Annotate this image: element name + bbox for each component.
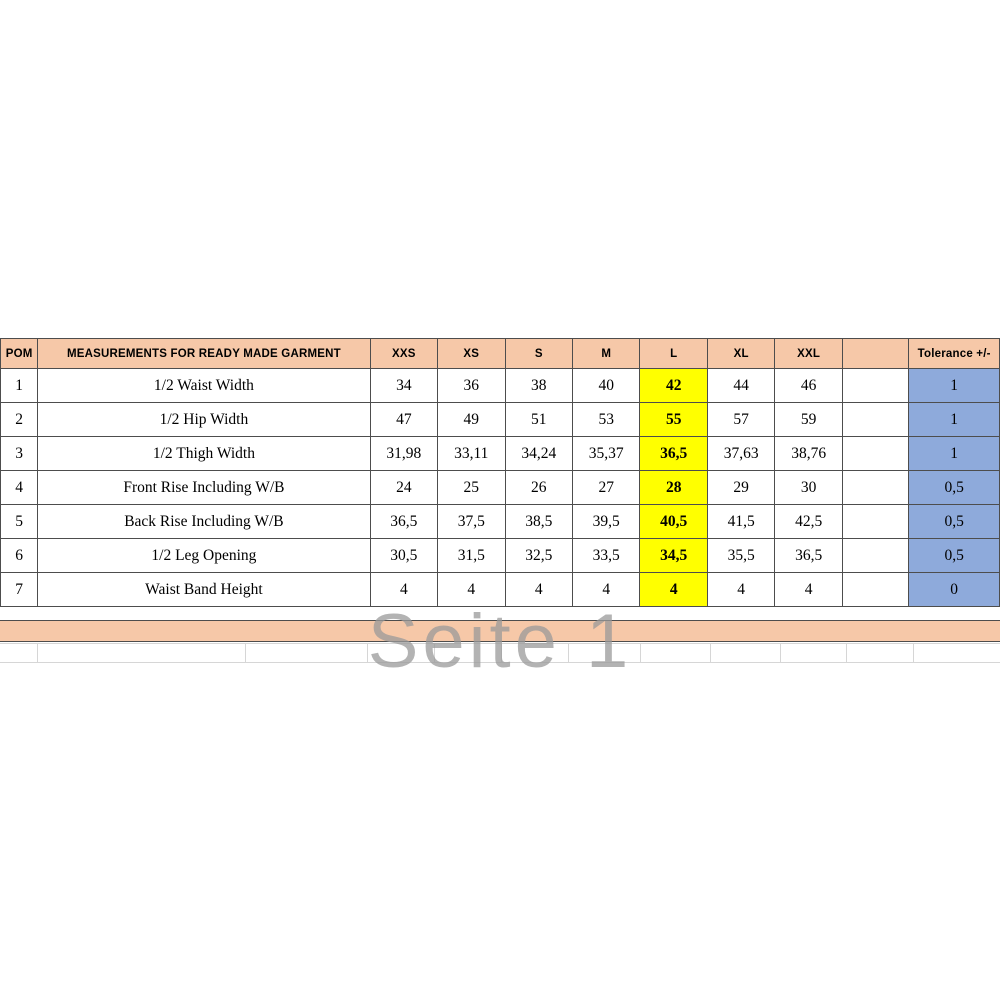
row-description: 1/2 Waist Width: [38, 369, 370, 403]
cell-xxl: 4: [775, 573, 842, 607]
row-description: 1/2 Thigh Width: [38, 437, 370, 471]
cell-xl: 57: [707, 403, 774, 437]
page-watermark: Seite 1: [367, 599, 633, 684]
cell-s: 34,24: [505, 437, 572, 471]
cell-xxl: 30: [775, 471, 842, 505]
cell-xxs: 36,5: [370, 505, 437, 539]
header-pom: POM: [1, 339, 38, 369]
header-size-xl: XL: [707, 339, 774, 369]
measurement-table: [0, 338, 1000, 607]
cell-s: 38: [505, 369, 572, 403]
header-size-m: M: [572, 339, 639, 369]
cell-xs: 4: [438, 573, 505, 607]
cell-xxl: 59: [775, 403, 842, 437]
cell-xs: 31,5: [438, 539, 505, 573]
header-size-l: L: [640, 339, 707, 369]
cell-blank: [842, 471, 908, 505]
row-pom: 3: [1, 437, 38, 471]
cell-xs: 37,5: [438, 505, 505, 539]
cell-tolerance: 0: [909, 573, 1000, 607]
cell-m: 4: [572, 573, 639, 607]
measurement-spec-sheet: [0, 338, 1000, 607]
cell-xxl: 36,5: [775, 539, 842, 573]
cell-blank: [842, 437, 908, 471]
row-pom: 4: [1, 471, 38, 505]
header-size-xs: XS: [438, 339, 505, 369]
row-description: 1/2 Hip Width: [38, 403, 370, 437]
cell-xxl: 42,5: [775, 505, 842, 539]
cell-xxs: 4: [370, 573, 437, 607]
row-description: Front Rise Including W/B: [38, 471, 370, 505]
cell-xl: 35,5: [707, 539, 774, 573]
cell-xs: 36: [438, 369, 505, 403]
header-size-xxs: XXS: [370, 339, 437, 369]
cell-xxl: 38,76: [775, 437, 842, 471]
cell-tolerance: 1: [909, 437, 1000, 471]
header-blank: [842, 339, 908, 369]
cell-m: 35,37: [572, 437, 639, 471]
cell-m: 39,5: [572, 505, 639, 539]
table-row: [1, 437, 1000, 471]
cell-blank: [842, 403, 908, 437]
cell-xl: 41,5: [707, 505, 774, 539]
cell-l: 55: [640, 403, 707, 437]
header-description: MEASUREMENTS FOR READY MADE GARMENT: [38, 339, 370, 369]
bottom-divider-band: [0, 620, 1000, 642]
table-row: [1, 539, 1000, 573]
cell-tolerance: 0,5: [909, 505, 1000, 539]
header-size-s: S: [505, 339, 572, 369]
cell-xs: 33,11: [438, 437, 505, 471]
cell-blank: [842, 369, 908, 403]
cell-l: 4: [640, 573, 707, 607]
cell-xl: 29: [707, 471, 774, 505]
table-row: [1, 505, 1000, 539]
cell-tolerance: 0,5: [909, 539, 1000, 573]
cell-blank: [842, 539, 908, 573]
cell-l: 40,5: [640, 505, 707, 539]
cell-l: 36,5: [640, 437, 707, 471]
table-row: [1, 403, 1000, 437]
cell-xl: 4: [707, 573, 774, 607]
row-pom: 1: [1, 369, 38, 403]
cell-s: 4: [505, 573, 572, 607]
cell-tolerance: 1: [909, 403, 1000, 437]
cell-m: 40: [572, 369, 639, 403]
row-description: Waist Band Height: [38, 573, 370, 607]
row-pom: 2: [1, 403, 38, 437]
cell-m: 27: [572, 471, 639, 505]
cell-m: 33,5: [572, 539, 639, 573]
cell-blank: [842, 505, 908, 539]
header-tolerance: Tolerance +/-: [909, 339, 1000, 369]
cell-xxs: 34: [370, 369, 437, 403]
cell-xl: 44: [707, 369, 774, 403]
row-pom: 7: [1, 573, 38, 607]
cell-l: 42: [640, 369, 707, 403]
cell-s: 51: [505, 403, 572, 437]
row-description: 1/2 Leg Opening: [38, 539, 370, 573]
cell-xs: 25: [438, 471, 505, 505]
empty-grid-area: [0, 643, 1000, 663]
cell-l: 34,5: [640, 539, 707, 573]
cell-xxs: 31,98: [370, 437, 437, 471]
table-row: [1, 471, 1000, 505]
header-size-xxl: XXL: [775, 339, 842, 369]
cell-xl: 37,63: [707, 437, 774, 471]
table-header-row: [1, 339, 1000, 369]
table-row: [1, 369, 1000, 403]
row-description: Back Rise Including W/B: [38, 505, 370, 539]
cell-s: 38,5: [505, 505, 572, 539]
cell-xxs: 24: [370, 471, 437, 505]
row-pom: 6: [1, 539, 38, 573]
cell-blank: [842, 573, 908, 607]
cell-xs: 49: [438, 403, 505, 437]
cell-xxs: 47: [370, 403, 437, 437]
cell-m: 53: [572, 403, 639, 437]
cell-s: 26: [505, 471, 572, 505]
cell-xxs: 30,5: [370, 539, 437, 573]
row-pom: 5: [1, 505, 38, 539]
cell-xxl: 46: [775, 369, 842, 403]
cell-tolerance: 0,5: [909, 471, 1000, 505]
cell-l: 28: [640, 471, 707, 505]
cell-tolerance: 1: [909, 369, 1000, 403]
cell-s: 32,5: [505, 539, 572, 573]
table-row: [1, 573, 1000, 607]
